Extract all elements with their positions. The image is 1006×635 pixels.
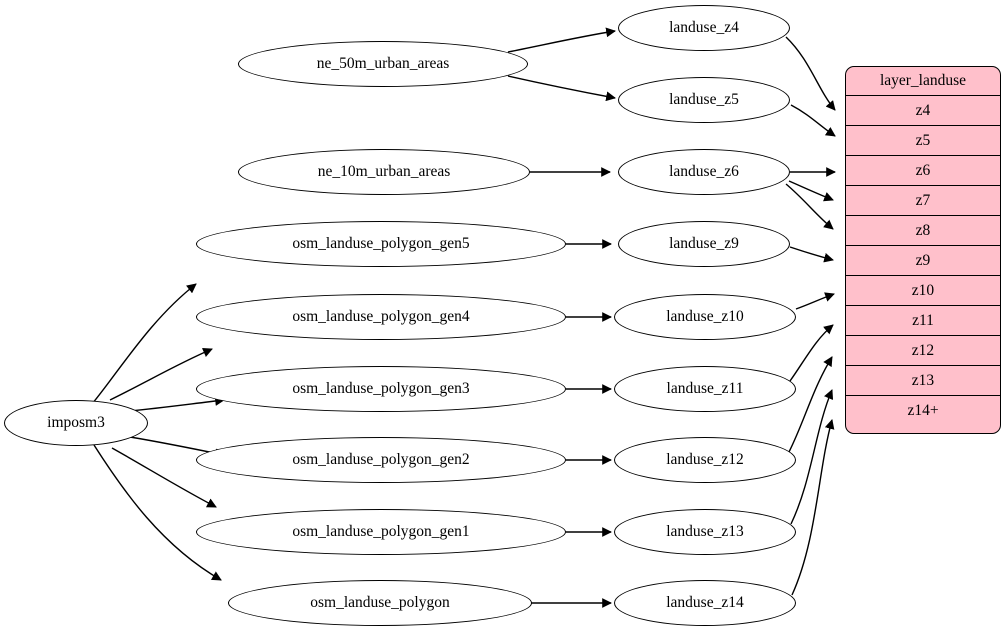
node-label: landuse_z9 [669, 235, 739, 252]
layer-landuse-table[interactable] [845, 66, 1001, 434]
node-osm-landuse-polygon-gen5[interactable] [196, 221, 566, 267]
node-label: landuse_z6 [669, 163, 739, 180]
table-row[interactable]: z7 [846, 186, 1000, 216]
node-landuse-z5[interactable] [618, 77, 790, 123]
table-row[interactable]: z8 [846, 216, 1000, 246]
table-row[interactable]: z12 [846, 336, 1000, 366]
node-label: osm_landuse_polygon [310, 594, 450, 611]
table-row[interactable]: z6 [846, 156, 1000, 186]
node-imposm3[interactable] [4, 400, 148, 446]
node-landuse-z6[interactable] [618, 149, 790, 195]
node-ne-50m-urban-areas[interactable] [238, 41, 528, 87]
table-row[interactable]: z4 [846, 96, 1000, 126]
node-ne-10m-urban-areas[interactable] [238, 149, 530, 195]
node-osm-landuse-polygon-gen2[interactable] [196, 437, 566, 483]
node-osm-landuse-polygon-gen4[interactable] [196, 294, 566, 340]
node-label: osm_landuse_polygon_gen3 [292, 380, 470, 397]
node-osm-landuse-polygon-gen3[interactable] [196, 366, 566, 412]
node-label: landuse_z13 [666, 523, 744, 540]
node-landuse-z14[interactable] [614, 580, 796, 626]
node-label: landuse_z11 [666, 380, 744, 397]
node-label: landuse_z10 [666, 308, 744, 325]
node-label: imposm3 [47, 414, 105, 431]
node-label: landuse_z12 [666, 451, 744, 468]
node-label: osm_landuse_polygon_gen4 [292, 308, 470, 325]
table-row[interactable]: z5 [846, 126, 1000, 156]
node-label: landuse_z4 [669, 19, 739, 36]
node-label: landuse_z5 [669, 91, 739, 108]
node-landuse-z12[interactable] [614, 437, 796, 483]
table-row[interactable]: z11 [846, 306, 1000, 336]
node-landuse-z11[interactable] [614, 366, 796, 412]
node-landuse-z10[interactable] [614, 294, 796, 340]
node-landuse-z9[interactable] [618, 221, 790, 267]
table-row[interactable]: z10 [846, 276, 1000, 306]
node-label: osm_landuse_polygon_gen5 [292, 235, 470, 252]
node-label: osm_landuse_polygon_gen2 [292, 451, 470, 468]
table-row[interactable]: z13 [846, 366, 1000, 396]
node-label: landuse_z14 [666, 594, 744, 611]
node-osm-landuse-polygon-gen1[interactable] [196, 509, 566, 555]
node-osm-landuse-polygon[interactable] [228, 580, 532, 626]
node-label: osm_landuse_polygon_gen1 [292, 523, 470, 540]
node-landuse-z13[interactable] [614, 509, 796, 555]
node-label: ne_10m_urban_areas [317, 163, 451, 180]
table-header: layer_landuse [846, 67, 1000, 96]
table-row[interactable]: z9 [846, 246, 1000, 276]
node-label: ne_50m_urban_areas [316, 55, 450, 72]
table-row[interactable]: z14+ [907, 402, 939, 419]
node-landuse-z4[interactable] [618, 5, 790, 51]
